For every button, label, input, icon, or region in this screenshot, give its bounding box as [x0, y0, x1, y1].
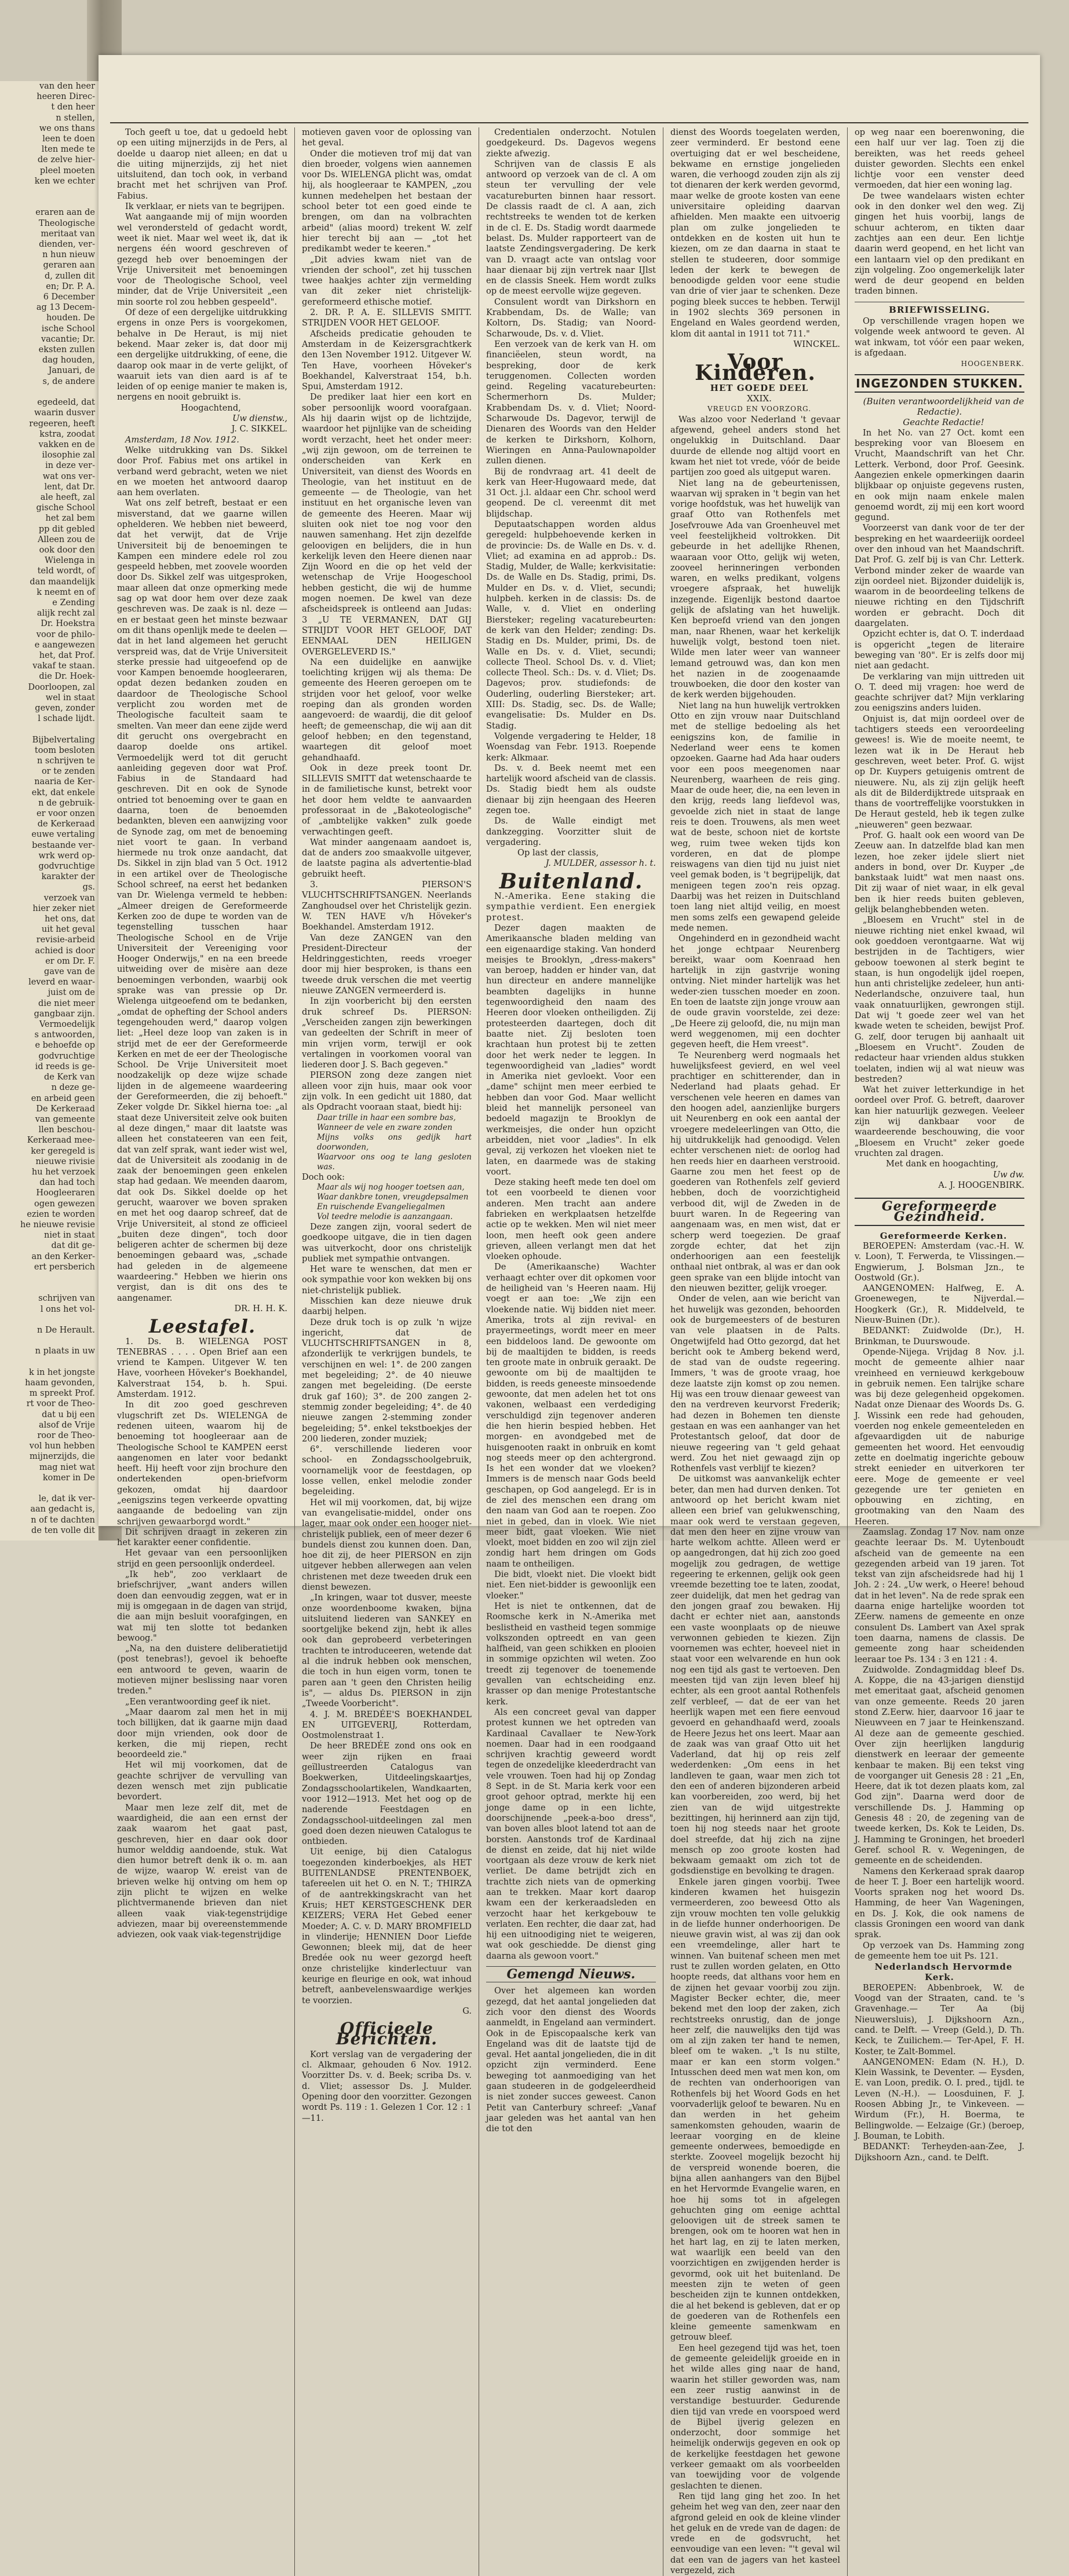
voor-kinderen-heading: Voor Kinderen.: [695, 350, 816, 385]
left-fragment-line: geraren aan: [43, 261, 95, 270]
left-fragment-line: lten mede te: [41, 145, 95, 155]
col1-p8: In dit zoo goed geschreven vlugschrift zet Ds. WIELENGA de redenen uiteen, waarom hij de benoeming tot hoogleeraar aan de Theologische School te KAMPEN eerst aangenomen en later voor bedankt heeft. Hij heeft voor zijn brochure den ondertekenden open-briefvorm gekozen, omdat hij daardoor „eenigszins tegen verkeerde opvatting aangaande de bedoeling van zijn schrijven gewaarborgd wordt.": [117, 1400, 287, 1527]
kerken-heading: Gereformeerde Kerken.: [880, 1230, 1008, 1241]
col2-p5: Afscheids predicatie gehouden te Amsterdam in de Keizersgrachtkerk den 13en November 1912. Uitgever W. Ten Have, voorheen Höveker's Boekhandel, Kalverstraat 154, b.h. Spui, Amsterdam 1912.: [302, 328, 472, 392]
left-fragment-line: Vermoedelijk: [39, 1020, 95, 1030]
left-fragment-line: [0, 1335, 95, 1346]
col4-p4: Niet lang na hun huwelijk vertrokken Otto en zijn vrouw naar Duitschland met de stellige bedoeling als het eenigszins kon, de familie in Nederland weer eens te komen opzoeken. Gaarne had Ada haar ouders voor een poos meegenomen naar Neurenberg, waarheen de reis ging. Maar de oude heer, die, na een leven in den krijg, reeds lang liefdevol was, gevoelde zich niet in staat de lange reis te doen. Trouwens, als men weet wat de beste, schoon niet de kortste weg, ruim twee weken tijds kon vorderen, en dat de plompe reiswagens van dien tijd nu juist niet veel gemak boden, is 't begrijpelijk, dat menigeen tegen zoo'n reis opzag. Daarbij was het reizen in Duitschland toen lang niet altijd veilig, en moest men soms zelfs een gewapend geleide mede nemen.: [670, 700, 840, 933]
col5-p11: Wat het zuiver letterkundige in het oordeel over Prof. G. betreft, daarover kan hier natuurlijk gezwegen. Veeleer zijn wij dankbaar voor de waardeerende beschouwing, die voor „Bloesem en Vrucht" zeker goede vruchten zal dragen.: [855, 1085, 1024, 1158]
left-fragment-line: l ons het vol-: [40, 1304, 95, 1314]
col2-p10: 3. PIERSON'S VLUCHTSCHRIFTSANGEN. Neerlands Zanghoudsel over het Christelijk gezin. W. TEN HAVE v/h Höveker's Boekhandel. Amsterdam 1912.: [302, 880, 472, 932]
left-fragment-line: die niet meer: [38, 998, 95, 1008]
left-fragment-line: [0, 186, 95, 197]
left-fragment-line: Doorloopen, zal: [28, 682, 95, 692]
col5-p10: „Bloesem en Vrucht" stel in de nieuwe richting niet enkel kwaad, wil ook goeddoen verontgaarne. Wat wij bestrijden in de Tachtigers, wier geboow toewonen al sterk begint te staan, is hun ongodelijk ijdel roepen, hun anti christelijke zedeleer, hun anti-Nederlandsche, onzuivere taal, hun vaak onnatuurlijken, gewrongen stijl. Dat wij 't goede zeer wel van het kwade weten te scheiden, bewijst Prof. G. zelf, door terugen bij aanhaalt uit „Bloesem en Vrucht". Zouden de redacteur haar vrienden aldus stukken toelaten, indien wij al wat nieuw was bestreden?: [855, 915, 1024, 1084]
left-fragment-line: het zal bem: [45, 514, 95, 524]
left-fragment-line: egedeeld, dat: [37, 398, 95, 408]
left-fragment-line: le, dat ik ver-: [38, 1494, 95, 1504]
col2-p12: In zijn voorbericht bij den eersten druk schreef Ds. PIERSON: „Verscheiden zangen zijn bewerkingen van gedeelten der Schrift in meer of min vrijen vorm, terwijl er ook vertalingen in voorkomen vooral van liederen door J. S. Bach gegeven.": [302, 996, 472, 1070]
officieele-heading: Officieele Berichten.: [335, 2019, 438, 2049]
col1-p1: Toch geeft u toe, dat u gedoeld hebt op een uiting mijnerzijds in de Pers, al doelde u daarop niet alleen; en dat u die uiting mijnerzijds, zij het niet uitsluitend, dan toch ook, in verband bracht met het schrijven van Prof. Fabius.: [117, 127, 287, 201]
left-fragment-line: Januari, de: [48, 366, 95, 376]
left-fragment-line: uit het geval: [41, 925, 95, 935]
left-fragment-line: godvruchtige: [38, 1051, 95, 1061]
left-fragment-line: heeren Direc-: [37, 92, 95, 102]
left-fragment-line: [0, 724, 95, 734]
col1-p6: Wat ons zelf betreft, bestaat er een misverstand, dat we gaarne willen ophelderen. We hebben niet beweerd, dat het verwijt, dat de Vrije Universiteit bij de benoemingen te Kampen een mindere edele rol zou gespeeld hebben, met zoovele woorden door Ds. Sikkel zelf was uitgesproken, maar alleen dat onze opmerking mede sag op wat door hem over deze zaak geschreven was. De zaak is nl. deze — en er bestaat geen het minste bezwaar om dit thans openlijk mede te deelen — dat in het land algemeen het gerucht verspreid was, dat de Vrije Universiteit sterke pressie had uitgeoefend op de voor Kampen benoemde hoogleeraren, opdat dezen bedanken zouden en daardoor de Theologische School verplicht zou worden met de Theologische faculteit saam te smelten. Van meer dan eene zijde werd dit gerucht ons overgebracht en daarop doelde ons artikel. Vermoedelijk werd tot dit gerucht aanleiding gegeven door wat Prof. Fabius in de Standaard had geschreven. Dit en ook de Synode ontried tot benoeming over te gaan en daarna, toen de benoemden bedankten, bleven een aanwijzing voor de Synode zag, om met de benoeming niet voort te gaan. In verband hiermede nu trok onze aandacht, dat Ds. Sikkel in zijn blad van 5 Oct. 1912 in een artikel over de Theologische School schreef, na eerst het bedanken van Dr. Wielenga vermeld te hebben: „Almeer dreigen de Gereformeerde Kerken zoo de dupe te worden van de tegenstelling tusschen haar Theologische School en de Vrije Universiteit der Vereeniging voor Hooger Onderwijs," en na een breede uitweiding over de misère aan deze benoemingen verbonden, waarbij ook sprake was van pressie op Dr. Wielenga uitgeoefend om te bedanken, „omdat de ophefting der School anders tegengehouden werd," daarop volgen liet: „Heel deze loop van zaken is in strijd met de eer der Gereformeerde Kerken en met de eer der Theologische School. De Vrije Universiteit moet noodzakelijk op deze wijze schade lijden in de algemeene waardeering der Gereformeerden, die zij behoeft." Zeker volgde Dr. Sikkel hierna toe: „al staat deze Universiteit zelve ook buiten al deze dingen," maar dit laatste was alleen het constateeren van een feit, dat van zelf sprak, want ieder wist wel, dat de Universiteit als zoodanig in de zaak der benoemingen geen enkelen stap had gedaan. We meenden daarom, dat ook Ds. Sikkel doelde op het gerucht, waarover we boven spraken en met het oog daarop schreef, dat de Vrije Universiteit, al stond ze officieel „buiten deze dingen", toch door beligeren achter de schermen bij deze benoemingen gebaard was, „schade had geleden in de algemeene waardeering." Hebben we hierin ons vergist, dan is dit ons des te aangenamer.: [117, 498, 287, 1303]
col3-p9: Ds. de Walle eindigt met dankzegging. Voorzitter sluit de vergadering.: [486, 816, 656, 847]
ingezonden-greet: Geachte Redactie!: [903, 417, 984, 428]
briefwisseling-heading: BRIEFWISSELING.: [855, 302, 1024, 315]
left-fragment-line: dienden, ver-: [39, 240, 95, 250]
left-fragment-line: [0, 1283, 95, 1293]
left-fragment-line: pleel moeten: [39, 166, 95, 175]
col2-sig: G.: [462, 2006, 472, 2016]
col5-p1: op weg naar een boerenwoning, die een half uur ver lag. Toen zij die bereikten, was het reeds geheel duister geworden. Slechts een enkel lichtje voor een venster deed vermoeden, dat hier een woning lag.: [855, 127, 1024, 191]
left-fragment-line: van gemeente: [35, 1114, 95, 1124]
left-fragment-line: achied is door: [35, 946, 95, 956]
left-fragment-line: dag houden,: [42, 356, 95, 365]
left-fragment-line: kstra, zoodat: [39, 429, 95, 439]
left-fragment-line: het, dat Prof.: [39, 650, 95, 660]
col1-p15: Het wil mij voorkomen, dat de geachte schrijver de vervulling van dezen wensch met zijn publicatie bevordert.: [117, 1760, 287, 1802]
col2-p19: Het wil mij voorkomen, dat, bij wijze van evangelisatie-middel, onder ons lager, maar ook onder een hooger niet-christelijk publiek, een of meer dezer 6 bundels dienst zou kunnen doen. Dan, hoe dit zij, de heer PIERSON en zijn uitgever hebben allerwegen aan velen christenen met deze tweeden druk een dienst bewezen.: [302, 1497, 472, 1592]
left-fragment-line: lent, dat Dr.: [44, 482, 95, 492]
left-fragment-line: gische School: [36, 503, 95, 513]
col1-p5: Welke uitdrukking van Ds. Sikkel door Prof. Fabius met ons artikel in verband werd gebracht, weten we niet en we moeten het antwoord daarop aan hem overlaten.: [117, 445, 287, 498]
left-fragment-line: Dr. Hoekstra: [41, 619, 95, 629]
ingezonden-heading: INGEZONDEN STUKKEN.: [855, 374, 1024, 393]
col3-p7: Volgende vergadering te Helder, 18 Woensdag van Febr. 1913. Roepende kerk: Alkmaar.: [486, 731, 656, 763]
col2-p22: De heer BREDÉE zond ons ook en weer zijn rijken en fraai geïllustreerden Catalogus van Boekwerken, Uitdeelingskaartjes, Zondagsschoolartikelen, Wandkaarten, voor 1912—1913. Met het oog op de naderende Feestdagen en Zondagsschool-uitdeelingen zal men goed doen dezen nieuwen Catalogus te ontbieden.: [302, 1741, 472, 1847]
col5-p19: Namens den Kerkeraad sprak daarop de heer T. J. Boer een hartelijk woord. Voorts spraken nog het woord Ds. Hamming, de heer Van Wageningen, en Ds. J. Kok, die ook namens de classis Groningen een woord van dank sprak.: [855, 1866, 1024, 1940]
col4-p11: Ren tijd lang ging het zoo. In het geheim het weg van den, zeer naar den afgrond geleid en ook de kleine vlinder het geluk en de vrede van de dagen: de vrede en de godsvrucht, het eenvoudige van een leven: "'t geval wil dat een van de jagers van het kasteel vergezeld, zich: [670, 2491, 840, 2575]
left-fragment-line: ert persberich: [34, 1262, 95, 1272]
left-fragment-line: ag 13 Decem-: [36, 303, 95, 313]
left-fragment-line: dat dit ge-: [51, 1241, 95, 1251]
col1-servant: Uw dienstw.,: [232, 414, 287, 424]
column-4: [663, 127, 847, 2576]
col1-p14: „Maar daarom zal men het in mij toch billijken, dat ik gaarne mijn daad door mijn vrienden, ook door de kerken, die mij riepen, recht beoordeeld zie.": [117, 1707, 287, 1760]
left-fragment-line: [0, 197, 95, 207]
col2-p1: motieven gaven voor de oplossing van het geval.: [302, 127, 472, 148]
col5-p14: AANGENOMEN: Halfweg, E. A. Groenewegen, te Nijverdal.— Hoogkerk (Gr.), R. Middelveld, te Nieuw-Buinen (Dr.).: [855, 1283, 1024, 1326]
column-2: [294, 127, 479, 2576]
col2-p4: 2. DR. P. A. E. SILLEVIS SMITT. STRIJDEN VOOR HET GELOOF.: [302, 308, 472, 328]
col1-p10: Het gevaar van een persoonlijken strijd en geen persoonlijk onderdeel.: [117, 1548, 287, 1569]
left-fragment-line: ook door den: [39, 545, 95, 555]
left-fragment-line: er voor onzen: [37, 809, 95, 819]
left-fragment-line: gave van de: [44, 967, 95, 977]
col2-p20: „In kringen, waar tot dusver, meeste onze woordenboome kwaken, bijna uitsluitend liederen van SANKEY en soortgelijke bekend zijn, hebt ik alles ook dan geprobeerd verbeteringen trachten te introduceeren, wetende dat al die indruk hebben ook menschen, die toch in hun eigen vorm, tonen te paren aan 't geen den Christen heilig is", — aldus Ds. PIERSON in zijn „Tweede Voorbericht".: [302, 1593, 472, 1709]
left-fragment-line: 6 December: [43, 292, 95, 302]
kinderen-subsub: VREUGD EN VOORZORG.: [707, 405, 812, 414]
left-fragment-line: m spreekt Prof.: [29, 1389, 95, 1399]
col4-p1: dienst des Woords toegelaten werden, zeer verminderd. Er bestond eene overtuiging dat er wel bescheidene, bekwame en ernstige jongelieden waren, die verhoogd zouden zijn als zij tot dienaren der kerk werden gevormd, maar welke de groote kosten van eene universitaire opleiding daarvan afhielden. Men maakte een uitvoerig plan om zulke jongelieden te ontdekken en de kosten uit hun te kiezen, om ze dan daarna in staat te stellen te studeeren, door sommige leden der kerk te bewegen de benoodigde gelden voor eene studie van drie of vier jaar te schenken. Deze poging bleek succes te hebben. Terwijl in 1902 slechts 369 personen in Engeland en Wales geordend werden, klom dit aantal in 1911 tot 711.": [670, 127, 841, 339]
left-fragment-line: wrk werd op-: [38, 851, 95, 861]
col3-p17: Als een concreet geval van dapper protest kunnen we het optreden van Kardinaal Cavallaer te New-York noemen. Daar had in een roodgaand schrijven krachtig geweerd wordt tegen de onzedelijke kleederdracht van vele vrouwen. Toen had hij op Zondag 8 Sept. in de St. Maria kerk voor een groot gehoor optrad, merkte hij een jonge dame op in een lichte, doorschijnende „peek-a-boo dress", van boven alles bloot latend tot aan de borsten. Aanstonds trof de Kardinaal de dienst en zeide, dat hij niet wilde voortgaan als deze vrouw de kerk niet verliet. De dame betrijdt zich en trachtte zich niets van de opmerking aan te trekken. Maar kort daarop kwam een der kerkeraadsleden en verzocht haar het kerkgebouw te verlaten. Een rechter, die daar zat, had hij een uitnoodiging niet te weigeren, wat ook geschiedde. De dienst ging daarna als gewoon voort.": [486, 1707, 656, 1961]
col2-verse1: Daar trille in haar een sombre bas, Wanneer de vele en zware zonden Mijns volks ons gedijk hart doorwonden, Waarvoor ons oog te lang gesloten was.: [317, 1113, 472, 1172]
left-fragment-line: de Kerkeraad: [37, 819, 95, 829]
col5-p23: BEDANKT: Terheyden-aan-Zee, J. Dijkshoorn Azn., cand. te Delft.: [855, 2142, 1024, 2162]
newspaper-page: [98, 55, 1040, 2575]
gemengd-nieuws-heading: Gemengd Nieuws.: [486, 1966, 656, 1982]
left-fragment-line: van den heer: [39, 82, 95, 91]
left-fragment-line: verzoek van: [43, 893, 95, 903]
col5-servant: Uw dw.: [993, 1169, 1024, 1180]
left-fragment-line: [0, 1357, 95, 1367]
left-fragment-line: naaria de Ker-: [34, 777, 95, 787]
col3-p2: Schrijven van de classis E als antwoord op verzoek van de cl. A om steun ter vervulling der vele vacatureburten binnen haar ressort. De classis raadt de cl. A aan, zich rechtstreeks te wenden tot de kerken in de cl. E. Ds. Stadig wordt daarmede belast. Ds. Mulder rapporteert van de laatste Zendingsvergadering. De kerk van D. vraagt acte van ontslag voor haar dienaar bij zijn vertrek naar IJlst en de classis Sneek. Hem wordt zulks op de meest eervolle wijze gegeven.: [486, 159, 656, 297]
col2-p9: Wat minder aangenaam aandoet is, dat de anders zoo smaakvolle uitgever, de laatste pagina als advertentie-blad gebruikt heeft.: [302, 837, 472, 879]
col1-p7: 1. Ds. B. WIELENGA POST TENEBRAS . . . . Open Brief aan een vriend te Kampen. Uitgever W. ten Have, voorheen Höveker's Boekhandel, Kalverstraat 154, b. h. Spui. Amsterdam. 1912.: [117, 1336, 287, 1400]
left-fragment-line: roor de Theo-: [37, 1431, 95, 1440]
left-fragment-line: schrijven van: [38, 1294, 95, 1304]
col5-p5: Voorzeerst van dank voor de ter der bespreking en het waardeeriijk oordeel over den inhoud van het Maandschrift. Dat Prof. G. zelf bij is van Chr. Letterk. Verbond minder zeker de waarde van zijn oordeel niet. Bijzonder duidelijk is, waarom in de beoordeeling telkens de nieuwe richting en den Tijdschrift worden er gebracht. Doch dit daargelaten.: [855, 523, 1024, 629]
left-fragment-line: s, de andere: [42, 376, 95, 386]
left-fragment-line: nieuwe rivisie: [35, 1157, 95, 1166]
left-fragment-line: ische School: [41, 324, 95, 334]
col5-signer: A. J. HOOGENBIRK.: [938, 1180, 1024, 1190]
col1-p9: Dit schrijven draagt in zekeren zin het karakter eener confidentie.: [117, 1527, 287, 1548]
left-fragment-line: alijk recht zal: [37, 609, 95, 619]
left-fragment-line: Kerkeraad mee-: [27, 1136, 95, 1146]
col3-signer: J. MULDER, assessor h. t.: [545, 858, 656, 869]
col3-p12: Dezer dagen maakten de Amerikaansche bladen melding van een eigenaardige staking. Van honderd meisjes te Brooklyn, „dress-makers" van beroep, hadden er hinder van, dat hun directeur en andere mannelijke beambten dagelijks in hunne tegenwoordigheid den naam des Heeren door vloeken ontheiligden. Zij protesteerden daartegen, doch dit baatte niet. Zij besloten toen krachtaan hun protest bij te zetten door het werk neder te leggen. In tegenwoordigheid van „ladies" wordt in Amerika niet gevloekt. Voor een „dame" schijnt men meer eerbied te hebben dan voor God. Maar wellicht bleid het mannelijk personeel van bedoeld magazijn te Brooklyn de werkmeisjes, die onder hun opzicht arbeidden, niet voor „ladies". In elk geval, zij verkozen het vloeken niet te laten, en daarmede was de staking voort.: [486, 923, 656, 1177]
left-fragment-line: houden. De: [46, 313, 95, 323]
left-fragment-line: Theologische: [38, 218, 95, 228]
col4-p7: Onder de velen, aan wie bericht van het huwelijk was gezonden, behoorden ook de burgemeesters of de besturen van vele plaatsen in de Palts. Ongetwijfeld had Otto gezorgd, dat het bericht ook te Amberg bekend werd, de stad van de oudste regeering. Immers, 't was de groote vraag, hoe deze laatste zijn komst op zou nemen. Hij was een trouw dienaar geweest van den na verdreven keurvorst Frederik; had dezen in Bohemen ten dienste gestaan en was een aanhanger van het Protestantsch geloof, dat door de nieuwe regeering van 't geld gehaat werd. Zou het niet gewaagd zijn op Rothenfels vast verblijf te kiezen?: [670, 1294, 840, 1474]
left-fragment-line: De Kerkeraad: [36, 1104, 95, 1114]
col1-p4: Of deze of een dergelijke uitdrukking ergens in onze Pers is voorgekomen, behalve in De Heraut, is mij niet bekend. Maar zeker is, dat door mij een dergelijke uitdrukking, of eene, die daarop ook maar in de verte gelijkt, of waaruit iets van dien aard is af te leiden of op eenige manier te maken is, nergens en nooit gebruikt is.: [117, 308, 287, 402]
gezindheid-heading: Gereformeerde Gezindheid.: [855, 1198, 1024, 1226]
col1-signer: J. C. SIKKEL.: [231, 424, 287, 434]
left-fragment-line: gangbaar zijn.: [34, 1009, 95, 1019]
left-fragment-line: karakter der: [41, 872, 95, 882]
col3-p1: Credentialen onderzocht. Notulen goedgekeurd. Ds. Dagevos wegens ziekte afwezig.: [486, 127, 656, 159]
col3-p8: Ds. v. d. Beek neemt met een hartelijk woord afscheid van de classis. Ds. Stadig biedt hem als oudste dienaar bij zijn heengaan des Heeren zegen toe.: [486, 763, 656, 815]
left-fragment-line: die Dr. Hoek-: [39, 672, 95, 682]
left-fragment-line: we ons thans: [39, 123, 95, 133]
col4-p2: Was alzoo voor Nederland 't gevaar afgewend, geheel anders stond het ongelukkig in Duitschland. Daar duurde de ellende nog altijd voort en kwam het niet tot vrede, vóór de beide partijen zoo goed als uitgeput waren.: [670, 414, 840, 478]
left-fragment-line: bestaande ver-: [32, 840, 95, 850]
top-rule: [110, 122, 1028, 123]
col5-p9: Prof. G. haalt ook een woord van De Zeeuw aan. In datzelfde blad kan men lezen, hoe zeker ijdele sliert niet anders in bond, over Dr. Kuyper „de bankstaak luidt" wat men naast ons. Dit zij waar of niet waar, in elk geval ben ik hier reeds buiten gebleven, gelijk belanghebbenden weten.: [855, 830, 1024, 915]
col3-p6: Deputaatschappen worden aldus geregeld: hulpbehoevende kerken in de provincie: Ds. de Walle en Ds. v. d. Vliet; ad examina en ad approb.: Ds. Stadig, Mulder, de Walle; kerkvisitatie: Ds. de Walle en Ds. Stadig, primi, Ds. Mulder en Ds. v. d. Vliet, secundi; hulpbeh. kerken in de classis: Ds. de Walle, v. d. Vliet en onderling Biersteker; regeling vacaturebeurten: de kerk van den Helder; zending: Ds. Stadig en Ds. Mulder, primi, Ds. de Walle en Ds. v. d. Vliet, secundi; collecte Theol. School Ds. v. d. Vliet; collecte Theol. Sch.: Ds. v. d. Vliet; Ds. Dagevos; prov. studiefonds: de Ouderling, ouderling Biersteker; art. XIII: Ds. Stadig, sec. Ds. de Walle; evangelisatie: Ds. Mulder en Ds. Stadig.: [486, 519, 656, 731]
left-fragment-line: ogen gewezen: [34, 1199, 95, 1209]
left-fragment-line: vacantie; Dr.: [41, 334, 95, 344]
left-fragment-line: ezien te worden: [27, 1209, 95, 1219]
left-fragment-line: leen te doen: [42, 134, 95, 144]
left-fragment-line: e aangewezen: [34, 640, 95, 650]
left-fragment-line: juist om de: [48, 988, 95, 998]
left-fragment-line: k neemt en of: [37, 587, 95, 597]
ingezonden-sub: (Buiten verantwoordelijkheid van de Redactie).: [863, 396, 1024, 418]
col2-p15: Het ware te wenschen, dat men er ook sympathie voor kon wekken bij ons niet-christelijk publiek.: [302, 1264, 472, 1296]
col5-p4: In het No. van 27 Oct. komt een bespreking voor van Bloesem en Vrucht, Maandschrift van het Chr. Letterk. Verbond, door Prof. Geesink. Aangezien enkele opmerkingen daarin blijkbaar op onjuiste gegevens rusten, en ook mijn naam enkele malen genoemd wordt, zij mij een kort woord gegund.: [855, 427, 1024, 523]
left-fragment-line: mag niet wat: [39, 1462, 95, 1472]
col5-p3-sig: HOOGENBERK.: [961, 360, 1024, 368]
left-fragment-line: or te zenden: [41, 767, 95, 777]
left-fragment-line: [0, 1315, 95, 1325]
col4-p9: Enkele jaren gingen voorbij. Twee kinderen kwamen het huisgezin vermeerderen, zoo beweesd Otto als zijn vrouw mochten ten volle gelukkig in de liefde hunner onderhoorigen. De nieuwe gravin wist, al was zij dan ook een vreemdelinge, aller hart te winnen. Van buitenaf scheen men met rust te zullen worden gelaten, en Otto hoopte reeds, dat althans voor hem en de zijnen het gevaar voorbij zou zijn. Magister Becker echter, die, meer bekend met den loop der zaken, zich rechtstreeks onrustig, dan de jonge heer zelf, die nauwelijks den tijd was om al zijn zaken ter hand te nemen, bleef om te waken. „'t Is nu stilte, maar er kan een storm volgen." Intusschen deed men wat men kon, om de rechten van onderhoorigen van Rothenfels bij het Woord Gods en het voorvaderlijk geloof te bewaren. Nu en dan werden in het geheim samenkomsten gehouden, waarin de leeraar voorging en de kleine gemeente onderwees, bemoedigde en sterkte. Zooveel mogelijk bezocht hij de verspreid wonende boeren, die bijna allen aanhangers van den Bijbel en het Hervormde Evangelie waren, en hoe hij soms tot in afgelegen gehuchten ging om eenige achttal geloovigen uit de streek samen te brengen, ook om te hooren wat hen in het hart lag, en zij te laten merken, wat waarlijk een beeld van den voorzichtigen en zwijgenden herder is gevormd, ook uit het buitenland. De meesten zijn te weten of geen bescheiden zijn te kunnen ontdekken, die al het bekend is gebleven, dat er op de goederen van de Rothenfels een kleine gemeente samenkwam en getrouw bleef.: [670, 1876, 840, 2343]
left-fragment-line: voor de philo-: [36, 630, 95, 639]
kinderen-sub: HET GOEDE DEEL: [710, 382, 809, 393]
col3-p10: Op last der classis,: [517, 848, 599, 858]
left-fragment-line: mijnerzijds, die: [30, 1452, 95, 1462]
col2-verse2: Doch ook:: [302, 1172, 345, 1182]
left-fragment-line: teld wordt, of: [37, 566, 95, 576]
left-fragment-line: hier zeker niet: [32, 903, 95, 913]
kinderen-num: XXIX.: [747, 393, 772, 404]
left-fragment-line: ker geregeld is: [31, 1146, 95, 1156]
left-fragment-line: en; Dr. P. A.: [46, 281, 95, 291]
col2-p18: 6°. verschillende liederen voor school- en Zondagsschoolgebruik, voornamelijk voor de feestdagen, op losse vellen, enkel melodie zonder begeleiding.: [302, 1444, 472, 1497]
left-fragment-line: eksten zullen: [38, 345, 95, 355]
col1-p2: Ik verklaar, er niets van te begrijpen.: [125, 202, 285, 212]
col2-p7: Na een duidelijke en aanwijke toelichting krijgen wij als thema: De gemeente des Heeren geroepen om te strijden voor het geloof, voor welke roeping dan als gronden worden aangevoerd: de waardij, die dit geloof heeft; de gemeenschap, die wij aan dit geloof hebben; en den tegenstand, waartegen dit geloof moet gehandhaafd.: [302, 657, 472, 763]
left-fragment-line: e Zending: [52, 598, 95, 608]
left-fragment-line: ale heeft, zal: [40, 492, 95, 502]
left-fragment-line: n of te dachten: [31, 1515, 95, 1525]
left-fragment-line: n schrijven te: [37, 756, 95, 766]
left-fragment-line: komer in De: [42, 1473, 95, 1483]
left-fragment-line: llen beschou-: [38, 1125, 95, 1135]
col3-p3: Consulent wordt van Dirkshorn en Krabbendam, Ds. de Walle; van Koltorn, Ds. Stadig; van Noord-Scharwoude, Ds. v. d. Vliet.: [486, 297, 656, 339]
left-fragment-line: alsof de Vrije: [38, 1420, 95, 1430]
col3-p14: De (Amerikaansche) Wachter verhaagt echter over dit opkomen voor de heiligheid van 's Heeren naam. Hij voegt er aan toe: „We zijn een vloekende natie. Wij bidden niet meer. Amerika, trots al zijn revival- en prayermeetings, wordt meer en meer een biddeloos land. De gewoonte om bij de maaltijden te bidden, is reeds ten groote mate in onbruik geraakt. De gewoonte om bij de maaltijden te bidden, is reeds geneeste minsoedende gewoonte, dat men adelen het tot ons vakonen, welbaast een verdediging verschuldigd zijn tegenover anderen die hen hierin bespied hebben. Het morgen- en avondgebed met de huisgenooten raakt in onbruik en komt nog steeds meer op den achtergrond. Is het een wonder dat we vloeken? Immers is de mensch naar Gods beeld geschapen, op God aangelegd. Er is in de ziel des menschen een drang om den naam van God aan te roepen. Zoo niet in gebed, dan in vloek. Wie niet meer bidt, gaat vloeken. Wie niet vloekt, moet bidden en zoo wil zijn ziel zondig hart hem dringen om Gods naam te ontheiligen.: [486, 1262, 656, 1569]
left-fragment-line: er om Dr. F.: [45, 956, 95, 966]
col1-greeting: Hoogachtend,: [181, 402, 241, 413]
left-fragment-line: ilosophie zal: [42, 451, 95, 460]
left-fragment-line: meritaat van: [41, 229, 95, 239]
left-fragment-line: in deze ver-: [45, 461, 95, 471]
col3-p18: Over het algemeen kan worden gezegd, dat het aantal jongelieden dat zich voor den dienst des Woords aanmeldt, in Engeland aan vermindert. Ook in de Episcopaalsche kerk van Engeland was dit de laatste tijd de geval. Het aantal jongelieden, die in dit opzicht zijn verminderd. Eene beweging tot aanmoediging van het gaan studeeren in de godgeleerdheid is niet zonder succes geweest. Canon Petit van Canterbury schreef: „Vanaf jaar geleden was het aantal van hen die tot den: [486, 1986, 656, 2134]
left-fragment-line: n deze ge-: [51, 1083, 95, 1093]
left-page-fragment: [0, 81, 98, 1541]
left-fragment-line: geven, zonder: [35, 703, 95, 713]
col1-place-date: Amsterdam, 18 Nov. 1912.: [125, 434, 239, 445]
buitenland-heading: Buitenland.: [499, 869, 643, 894]
col2-p23: Uit eenige, bij dien Catalogus toegezonden kinderboekjes, als HET BUITENLANDSE PRENTENBOEK, tafereelen uit het O. en N. T.; THIRZA of de aantrekkingskracht van het Kruis; HET KERSTGESCHENK DER KEIZERS; VERA Het Gebed eener Moeder; A. C. v. D. MARY BROMFIELD in vlinderije; HENNIEN Door Liefde Gewonnen; bleek mij, dat de heer Bredée ook nu weer gezorgd heeft onze christelijke kinderlectuur van keurige en fleurige en ook, wat inhoud betreft, aanbevelenswaardige werkjes te voorzien.: [302, 1847, 472, 2006]
col3-p11: N.-Amerika. Eene staking die sympathie verdient. Een energiek protest.: [486, 891, 656, 923]
left-fragment-line: hu het verzoek: [31, 1167, 95, 1177]
col4-p5: Ongehinderd en in gezondheid wacht het jonge echtpaar Neurenberg bereikt, waar oom Koenraad hen hartelijk in zijn gastvrije woning ontving. Niet minder hartelijk was het weder-zien tusschen moeder en zoon. En toen de laatste zijn jonge vrouw aan de oude gravin voorstelde, zei deze: „De Heere zij geloofd, die, nu mijn man werd weggenomen, mij een dochter gegeven heeft, die Hem vreest".: [670, 934, 840, 1050]
left-fragment-line: e behoefde op: [35, 1041, 95, 1051]
left-fragment-line: regeeren, heeft: [29, 419, 95, 429]
col1-initials: DR. H. H. K.: [234, 1303, 287, 1313]
left-fragment-line: Wielenga in: [45, 556, 95, 566]
left-fragment-line: n de gebruik-: [38, 798, 95, 808]
left-fragment-line: ken we echter: [34, 176, 95, 186]
left-fragment-line: k in het jongste: [28, 1367, 95, 1377]
col5-p20: Op verzoek van Ds. Hamming zong de gemeente hem toe uit Ps. 121.: [855, 1940, 1024, 1961]
left-fragment-line: niet in staat: [44, 1231, 95, 1241]
col2-p13: PIERSON zong deze zangen niet alleen voor zijn huis, maar ook voor zijn volk. In een gedicht uit 1880, dat als Opdracht vooraan staat, biedt hij:: [302, 1070, 472, 1113]
left-fragment-line: [0, 1483, 95, 1494]
leestafel-heading: Leestafel.: [148, 1315, 256, 1338]
left-fragment-line: l schade lijdt.: [38, 714, 95, 724]
left-fragment-line: wat ons ver-: [42, 471, 95, 481]
col1-p11: „Ik heb", zoo verklaart de briefschrijver, „want anders willen doen dan eenvoudig zeggen, wat er in mij is omgegaan in de dagen van strijd, die aan mijn besluit voorafgingen, en wat mij ten slotte tot bedanken bewoog.": [117, 1569, 287, 1643]
col5-p12: Met dank en hoogachting,: [886, 1159, 999, 1169]
left-fragment-line: en arbeid geen: [31, 1093, 95, 1103]
col5-p17: Zaamslag. Zondag 17 Nov. nam onze geachte leeraar Ds. M. Uytenboudt afscheid van de gemeente na een gezegenden arbeid van 19 jaren. Tot tekst van zijn afscheidsrede had hij 1 Joh. 2 : 24. „Uw werk, o Heere! behoud dat in het leven". Na de rede sprak een daarna enige hartelijke woorden tot ZEerw. namens de gemeente en onze consulent Ds. Lambert van Axel sprak toen daarna, namens de classis. De gemeente zong haar scheidenden leeraar toe Ps. 134 : 3 en 121 : 4.: [855, 1527, 1024, 1664]
left-fragment-line: s antwoorden,: [34, 1030, 95, 1040]
col2-p17: Deze druk toch is op zulk 'n wijze ingericht, dat de VLUCHTSCHRIFTSANGEN in 8, afzonderlijk te verkrijgen bundels, te verschijnen en wel: 1°. de 200 zangen met begeleiding; 2°. de 40 nieuwe zangen met begeleiding. (De eerste druk gaf 160); 3°. de 200 zangen 2-stemmig zonder begeleiding; 4°. de 40 nieuwe zangen 2-stemming zonder begeleiding; 5°. enkel tekstboekjes der 200 liederen, zonder muziek;: [302, 1317, 472, 1444]
col2-p8: Ook in deze preek toont Dr. SILLEVIS SMITT dat wetenschaarde te in de familietische kunst, betrekt voor het door hem veldte te aanvaarden professoraat in de „Bakoteologische" of „ambtelijke vakken" zulk goede verwachtingen geeft.: [302, 763, 472, 837]
col5-p21: BEROEPEN: Abbenbroek, W. de Voogd van der Straaten, cand. te 's Gravenhage.— Ter Aa (bij Nieuwersluis), J. Dijkshoorn Azn., cand. te Delft. — Vreep (Geld.), D. Th. Keck, te Zuilichem.— Ter-Apel, F. H. Koster, te Zalt-Bommel.: [855, 1982, 1024, 2057]
left-fragment-line: gs.: [82, 883, 95, 892]
col3-p16: Het is niet te ontkennen, dat de Roomsche kerk in N.-Amerika met beslistheid en vastheid tegen sommige volkszonden optreedt en van geen halfheid, van geen schikken en plooien in sommige opzichten wil weten. Zoo treedt zij tegenover de toenemende gevallen van echtscheiding enz. krasser op dan menige Protestantsche kerk.: [486, 1601, 656, 1707]
col5-p2: De twee wandelaars wisten echter ook in den donker wel den weg. Zij gingen het huis voorbij, langs de schuur achterom, en tikten daar zachtjes aan een deur. Een lichtje daarin werd geopend, en het licht van een lantaarn viel op den predikant en zijn volgeling. Zoo ongemerkelijk later werd de deur geopend en belden traden binnen.: [855, 191, 1024, 297]
col2-p11: Van deze ZANGEN van den President-Directeur der Heldringgestichten, reeds vroeger door mij hier besproken, is thans een tweede druk verschen die met veertig nieuwe ZANGEN vermeerderd is.: [302, 932, 472, 996]
col2-p14: Deze zangen zijn, vooral sedert de goedkoope uitgave, die in tien dagen was uitverkocht, door ons christelijk publiek met sympathie ontvangen.: [302, 1221, 472, 1264]
col5-p3: Op verschillende vragen hopen we volgende week antwoord te geven. Al wat inkwam, tot vóór een paar weken, is afgedaan.: [855, 316, 1024, 358]
column-3: [479, 127, 663, 2576]
left-fragment-line: dat u bij een: [42, 1410, 95, 1419]
col4-p1-sig: WINCKEL.: [793, 339, 840, 349]
col5-p18: Zuidwolde. Zondagmiddag bleef Ds. A. Koppe, die na 43-jarigen dienstijd met emeritaat gaat, afscheid genomen van onze gemeente. Reeds 20 jaren stond Z.Eerw. hier, daarvoor 16 jaar te Nieuwveen en 7 jaar te Heinkenszand. Al deze aan de gemeente geschied. Over zijn heerlijken langdurig dienstwerk en leeraar der gemeente kenbaar te maken. Bij een tekst ving de voorganger uit Genesis 28 : 21 „En, Heere, dat ik tot dezen plaats kom, zal God zijn". Daarna werd door de verschillende Ds. J. Hamming op Genesis 48 : 20, de zegening van de tweede kerken, Ds. Kok te Leiden, Ds. J. Hamming te Groningen, het broederl Geref. school R. v. Wegeningen, de gemeente en de scheidenden.: [855, 1664, 1024, 1866]
left-fragment-line: Bijbelvertaling: [32, 735, 95, 745]
left-fragment-line: n De Herault.: [37, 1325, 95, 1335]
left-fragment-line: godvruchtige: [38, 862, 95, 872]
col3-p5: Bij de rondvraag art. 41 deelt de kerk van Heer-Hugowaard mede, dat 31 Oct. j.l. aldaar een Chr. school werd geopend. De cl. vereenmt dit met blijdschap.: [486, 466, 656, 519]
left-fragment-line: revisie-arbeid: [36, 935, 95, 945]
col3-p13: Deze staking heeft mede ten doel om tot een voorbeeld te dienen voor anderen. Men tracht aan andere fabrieken en werkplaatsen hetzelfde actie op te wekken. Men wil niet meer loon, men heeft ook geen andere grieven, alleen verlangt men dat het vloeken ophoude.: [486, 1177, 656, 1262]
col5-p15: BEDANKT: Zuidwolde (Dr.), H. Brinkman, te Duurswoude.: [855, 1326, 1024, 1346]
left-fragment-line: rt voor de Theo-: [26, 1399, 95, 1409]
col1-p13: „Een verantwoording geef ik niet.: [125, 1696, 271, 1707]
col2-verse3: Maar als wij nog hooger toetsen aan, Waar dankbre tonen, vreugdepsalmen En ruischende Evangeliegalmen Vol teedre melodie is aanzangaan.: [317, 1182, 469, 1221]
left-fragment-line: n hun nieuw: [42, 250, 95, 260]
left-fragment-line: het ons, dat: [45, 914, 95, 924]
column-1: [110, 127, 294, 2576]
left-fragment-line: id reeds is ge-: [35, 1062, 95, 1071]
left-fragment-line: an den Kerker-: [31, 1252, 95, 1261]
col3-p4: Een verzoek van de kerk van H. om financiëelen, steun wordt, na bespreking, door de kerk teruggenomen. Collecten worden geind. Regeling vacaturebeurten: Schermerhorn Ds. Mulder; Krabbendam Ds. v. d. Vliet; Noord-Scharwoude Ds. Dagevor, terwijl de Dienaren des Woords van den Helder de kerken te Dirkshorn, Kolhorn, Wieringen en Anna-Paulownapolder zullen dienen.: [486, 339, 656, 466]
left-fragment-line: aan gedacht is,: [30, 1505, 95, 1514]
left-fragment-line: leverd en waar-: [28, 978, 95, 987]
left-fragment-line: wel in staat: [45, 693, 95, 702]
col5-p16: Opende-Nijega. Vrijdag 8 Nov. j.l. mocht de gemeente alhier naar vreinheed en vernieuwd kerkgebouw in gebruik nemen. Een talrijke schare was bij deze gelegenheid opgekomen. Nadat onze Dienaar des Woords Ds. G. J. Wissink een rede had gehouden, voerden nog enkele gemeenteleden en afgevaardigden uit de naburige gemeenten het woord. Het eenvoudig zette en doelmatig ingerichte gebouw strekt eenieder en uitverkoren ter eere. Moge de gemeente er veel gezegende ure ter genieten en opbouwing en zichting, en grootmaking van den Naam des Heeren.: [855, 1346, 1024, 1527]
left-fragment-line: Alleen zou de: [37, 535, 95, 544]
left-fragment-line: de Kerk van: [44, 1073, 95, 1082]
left-fragment-line: d, zullen dit: [44, 271, 95, 281]
left-fragment-line: de ten volle dit: [31, 1525, 95, 1535]
left-fragment-line: dan had toch: [39, 1178, 95, 1188]
col2-p2: Onder die motieven trof mij dat van dien broeder, volgens wien aannemen voor Ds. WIELENGA plicht was, omdat hij, als hoogleeraar te KAMPEN, „zou kunnen medehelpen het bestaan der school beter tot een goed einde te brengen, om dan na volbrachten arbeid" (alias moord) trekent W. zelf hier terecht bij aan — „tot het predikambt weder te keeren.": [302, 148, 472, 254]
col4-p10: Een heel gezegend tijd was het, toen de gemeente geleidelijk groeide en in het wilde alles ging naar de hand, waarin het stiller geworden was, nam een zeer rustig aanwinst in de verstandige bestuurder. Gedurende dien tijd van vrede en voorspoed werd de Bijbel ijverig gelezen en onderzocht, door sommige het heimelijk onderwijs gegeven en ook op de kerkelijke feestdagen het gewone verkeer gemaakt om als voorbeelden van toewijding voor de volgende geslachten te dienen.: [670, 2343, 840, 2491]
col2-p21: 4. J. M. BREDÉE'S BOEKHANDEL EN UITGEVERIJ, Rotterdam, Oostmolenstraat 1.: [302, 1709, 472, 1741]
left-fragment-line: Hoogleeraren: [36, 1188, 95, 1198]
left-fragment-line: vakken en de: [38, 440, 95, 449]
col4-p8: De uitkomst was aanvankelijk echter beter, dan men had durven denken. Tot antwoord op het bericht kwam niet alleen een brief van gelukwensching, maar ook werd te verstaan gegeven, dat men den heer en zijne vrouw van harte welkom achtte. Alleen werd er op aangedrongen, dat hij zich zoo goed mogelijk zou gedragen, de wettige regeering te erkennen, gelijk ook geen vreemde bezetting toe te laten, zoodat, zeer duidelijk, dat men het gedrag van den jongen graaf zou bewaken. Hij dacht er echter niet aan, aanstonds een vaste woonplaats op de nieuwe verwonnen gebieden te kiezen. Zijn voornemen was echter, hoeveel niet in staat voor een welvarende en hun ook nog een tijd als gast te vertoeven. Den meesten tijd van zijn leven bleef hij echter, als een groot aantal Rothenfels zelf verbleef, — dat de eer van het heerlijk wapen met een fiere eenvoud gevoerd en gehandhaafd werd, zooals de Heere Jezus het ons leert. Maar aan de zaak was van graaf Otto uit het Vaderland, dat hij op reis zelf wederdenken: „Om eens in het landleven te gaan, waar men zich tot den een of anderen bijzonderen arbeid kan voorbereiden, zoo werd, bij het zien van de wijd uitgestrekte bezittingen, hij herinnerd aan zijn tijd, toen hij nog steeds naar het groote doel streefde, dat hij zich na zijne mensch op zoo groote kosten had bekwaam gemaakt om zich tot de godsdienstige en bevolking te dragen.: [670, 1474, 840, 1876]
col5-p8: Onjuist is, dat mijn oordeel over de tachtigers steeds een veroordeeling gewees! is. Wie de moeite neemt, te lezen wat ik in De Heraut heb geschreven, weet beter. Prof. G. wijst op Dr. Kuypers getuigenis omtrent de nieuwere. Nu, als zij zijn gelijk heeft als dit de Bilderdijktrede uitspraak en thans de voortreffelijke voorstukken in De Heraut gesteld, heb ik tegen zulke „nieuweren" geen bezwaar.: [855, 713, 1024, 830]
left-fragment-line: dan maandelijk: [30, 577, 95, 587]
left-fragment-line: euwe vertaling: [31, 830, 95, 840]
left-fragment-line: vakaf te staan.: [32, 661, 95, 671]
col2-p16: Misschien kan deze nieuwe druk daarbij helpen.: [302, 1296, 472, 1317]
col3-p15: Die bidt, vloekt niet. Die vloekt bidt niet. Een niet-bidder is gewoonlijk een vloeker.": [486, 1569, 656, 1601]
col2-p3: „Dit advies kwam niet van de vrienden der school", zet hij tusschen twee haakjes achter zijn vermelding van dit zeker niet christelijk-gereformeerd ethische motief.: [302, 254, 472, 307]
left-fragment-line: pp dit gebled: [38, 524, 95, 534]
left-fragment-line: [0, 387, 95, 397]
left-fragment-line: t den heer: [51, 103, 95, 112]
columns: [110, 127, 1031, 2575]
left-fragment-line: vol hun hebben: [29, 1441, 95, 1451]
left-fragment-line: he nieuwe revisie: [20, 1220, 95, 1230]
col1-p16: Maar men leze zelf dit, met de waardigheid, die aan een ernst der zaak waarom het gaat past, geschreven, hier en daar ook door humor welddig aandoende, stuk. Wat dien humor betreft denk ik o. m. aan de wijze, waarop W. ereist van de brieven welke hij ontving om hem op zijn plicht te wijzen en welke plichtvermanende brieven dan niet alleen vaak viak-tegenstrijdige adviezen, maar bij overeenstemmende adviezen, ook vaak viak-tegenstrijdige: [117, 1802, 287, 1940]
left-fragment-line: [0, 1272, 95, 1283]
left-fragment-line: n plaats in uw: [35, 1346, 95, 1356]
left-fragment-line: eraren aan de: [35, 208, 95, 218]
col5-p22: AANGENOMEN: Edam (N. H.), D. Klein Wassink, te Deventer. — Eysden, E. van Loon, predik. O. I. pred., tijdl. te Leven (N.-H.). — Loosduinen, F. J. Roosen Abbing Jr., te Vinkeveen. — Wirdum (Fr.), H. Boerma, te Bellingwolde. — Eelzaige (Gr.) (beroep, J. Bouman, te Lobith.: [855, 2057, 1024, 2141]
col2-p24: Kort verslag van de vergadering der cl. Alkmaar, gehouden 6 Nov. 1912. Voorzitter Ds. v. d. Beek; scriba Ds. v. d. Vliet; assessor Ds. J. Mulder. Opening door den voorzitter. Gezongen wordt Ps. 119 : 1. Gelezen 1 Cor. 12 : 1—11.: [302, 2049, 472, 2123]
column-5: [847, 127, 1031, 2576]
col1-p3: Wat aangaande mij of mijn woorden wel verondersteld of gedacht wordt, weet ik niet. Maar wel weet ik, dat ik nergens één woord geschreven of gezegd heb over benoemingen der Vrije Universiteit met benoemingen voor de Theologische School, veel minder, dat de Vrije Universiteit „een min soorte rol zou hebben gespeeld".: [117, 212, 287, 307]
left-fragment-line: waarin dusver: [34, 408, 95, 418]
left-fragment-line: de zelve hier-: [37, 155, 95, 165]
col1-p12: „Na, na den duistere deliberatietijd (post tenebras!), gevoel ik behoefte een antwoord te geven, waarin de motieven mijner beslissing naar voren treden.": [117, 1644, 287, 1696]
col4-p3: Niet lang na de gebeurtenissen, waarvan wij spraken in 't begin van het vorige hoofdstuk, was het huwelijk van graaf Otto van Rothenfels met Josefvrouwe Ada van Groenheuvel met veel feestelijkheid voltrokken. Dit gebeurde in het adellijke Rhenen, waaraan voor Otto, gelijk wij weten, zooveel herinneringen verbonden waren, en welks predikant, volgens vroegere afspraak, het huwelijk inzegende. Eigenlijk bestond daartoe gelijk de afslating van het huwelijk. Ken beproefd vriend van den jongen man, naar Rhenen, waar het kerkelijk huwelijk volgt, bestond toen niet. Wilde men later weer van wanneer lemand getrouwd was, dan kon men het nazien in de zoogenaamde trouwboeken, die door den koster van de kerk werden bijgehouden.: [670, 478, 840, 700]
left-fragment-line: ekt, dat enkele: [31, 788, 95, 797]
left-fragment-line: toom besloten: [34, 745, 95, 755]
hervormde-heading: Nederlandsch Hervormde Kerk.: [874, 1962, 1013, 1983]
col4-p6: Te Neurenberg werd nogmaals het huwelijksfeest gevierd, en wel veel prachtiger en schitterender, dan in Nederland had plaats gehad. Er verschenen vele heeren en dames van den hoogen adel, aanzienlijke burgers uit Neurenberg en ook een aantal der vroegere medeleerlingen van Otto, die hij uitdrukkelijk had genoodigd. Velen echter verschenen niet: de oorlog had hen reeds hier en daarheen verstrooid. Gaarne zou men het feest op de goederen van Rothenfels zelf gevierd hebben, doch de voorzichtigheid verbood dit, wijl de Zweden in de buurt waren. In de Regeering van aangenaam was, en men wist, dat er scherp werd toegezien. De graaf zorgde echter, dat het zijn onderhoorigen aan een feestelijk onthaal niet ontbrak, al was er dan ook geen sprake van een blijde intocht van den nieuwen bezitter, gelijk vroeger.: [670, 1050, 840, 1294]
left-fragment-line: haam gevonden,: [25, 1378, 95, 1388]
col5-p6: Opzicht echter is, dat O. T. inderdaad is opgericht „tegen de literaire beweging van '80". Er is zelfs door mij niet aan gedacht.: [855, 629, 1024, 671]
col5-p7: De verklaring van mijn uittreden uit O. T. deed mij vragen: hoe werd de geachte schrijver dat? Mijn verklaring zou eenigszins anders luiden.: [855, 671, 1024, 713]
left-fragment-line: n stellen,: [56, 113, 95, 123]
col2-p6: De prediker laat hier een kort en sober persoonlijk woord voorafgaan. Als hij daarin wijst op de lichtzijde, waardoor het pijnlijke van de scheiding wordt verzacht, heet het onder meer: „wij zijn gewoon, om de terreinen te onderscheiden van Kerk en Universiteit, van dienst des Woords en Theologie, van het instituut en de gemeente — de Theologie, van het instituut en het organische leven van de gemeente des Heeren. Maar wij sluiten ook niet toe nog voor den nauwen samenhang. Het zijn dezelfde geloovigen en belijders, die in hun kerkelijk leven den Heere dienen naar Zijn Woord en die op het veld der wetenschap de Vrije Hoogeschool hebben gesticht, die wij de humme mogen noemen. De kwel van deze afscheidspreek is ontleend aan Judas: 3 „U TE VERMANEN, DAT GIJ STRIJDT VOOR HET GELOOF, DAT EENMAAL DEN HEILIGEN OVERGELEVERD IS.": [302, 392, 472, 657]
col5-p13: BEROEPEN: Amsterdam (vac.-H. W. v. Loon), T. Ferwerda, te Vlissingen.— Engwierum, J. Bolsman Jzn., te Oostwold (Gr.).: [855, 1241, 1024, 1283]
